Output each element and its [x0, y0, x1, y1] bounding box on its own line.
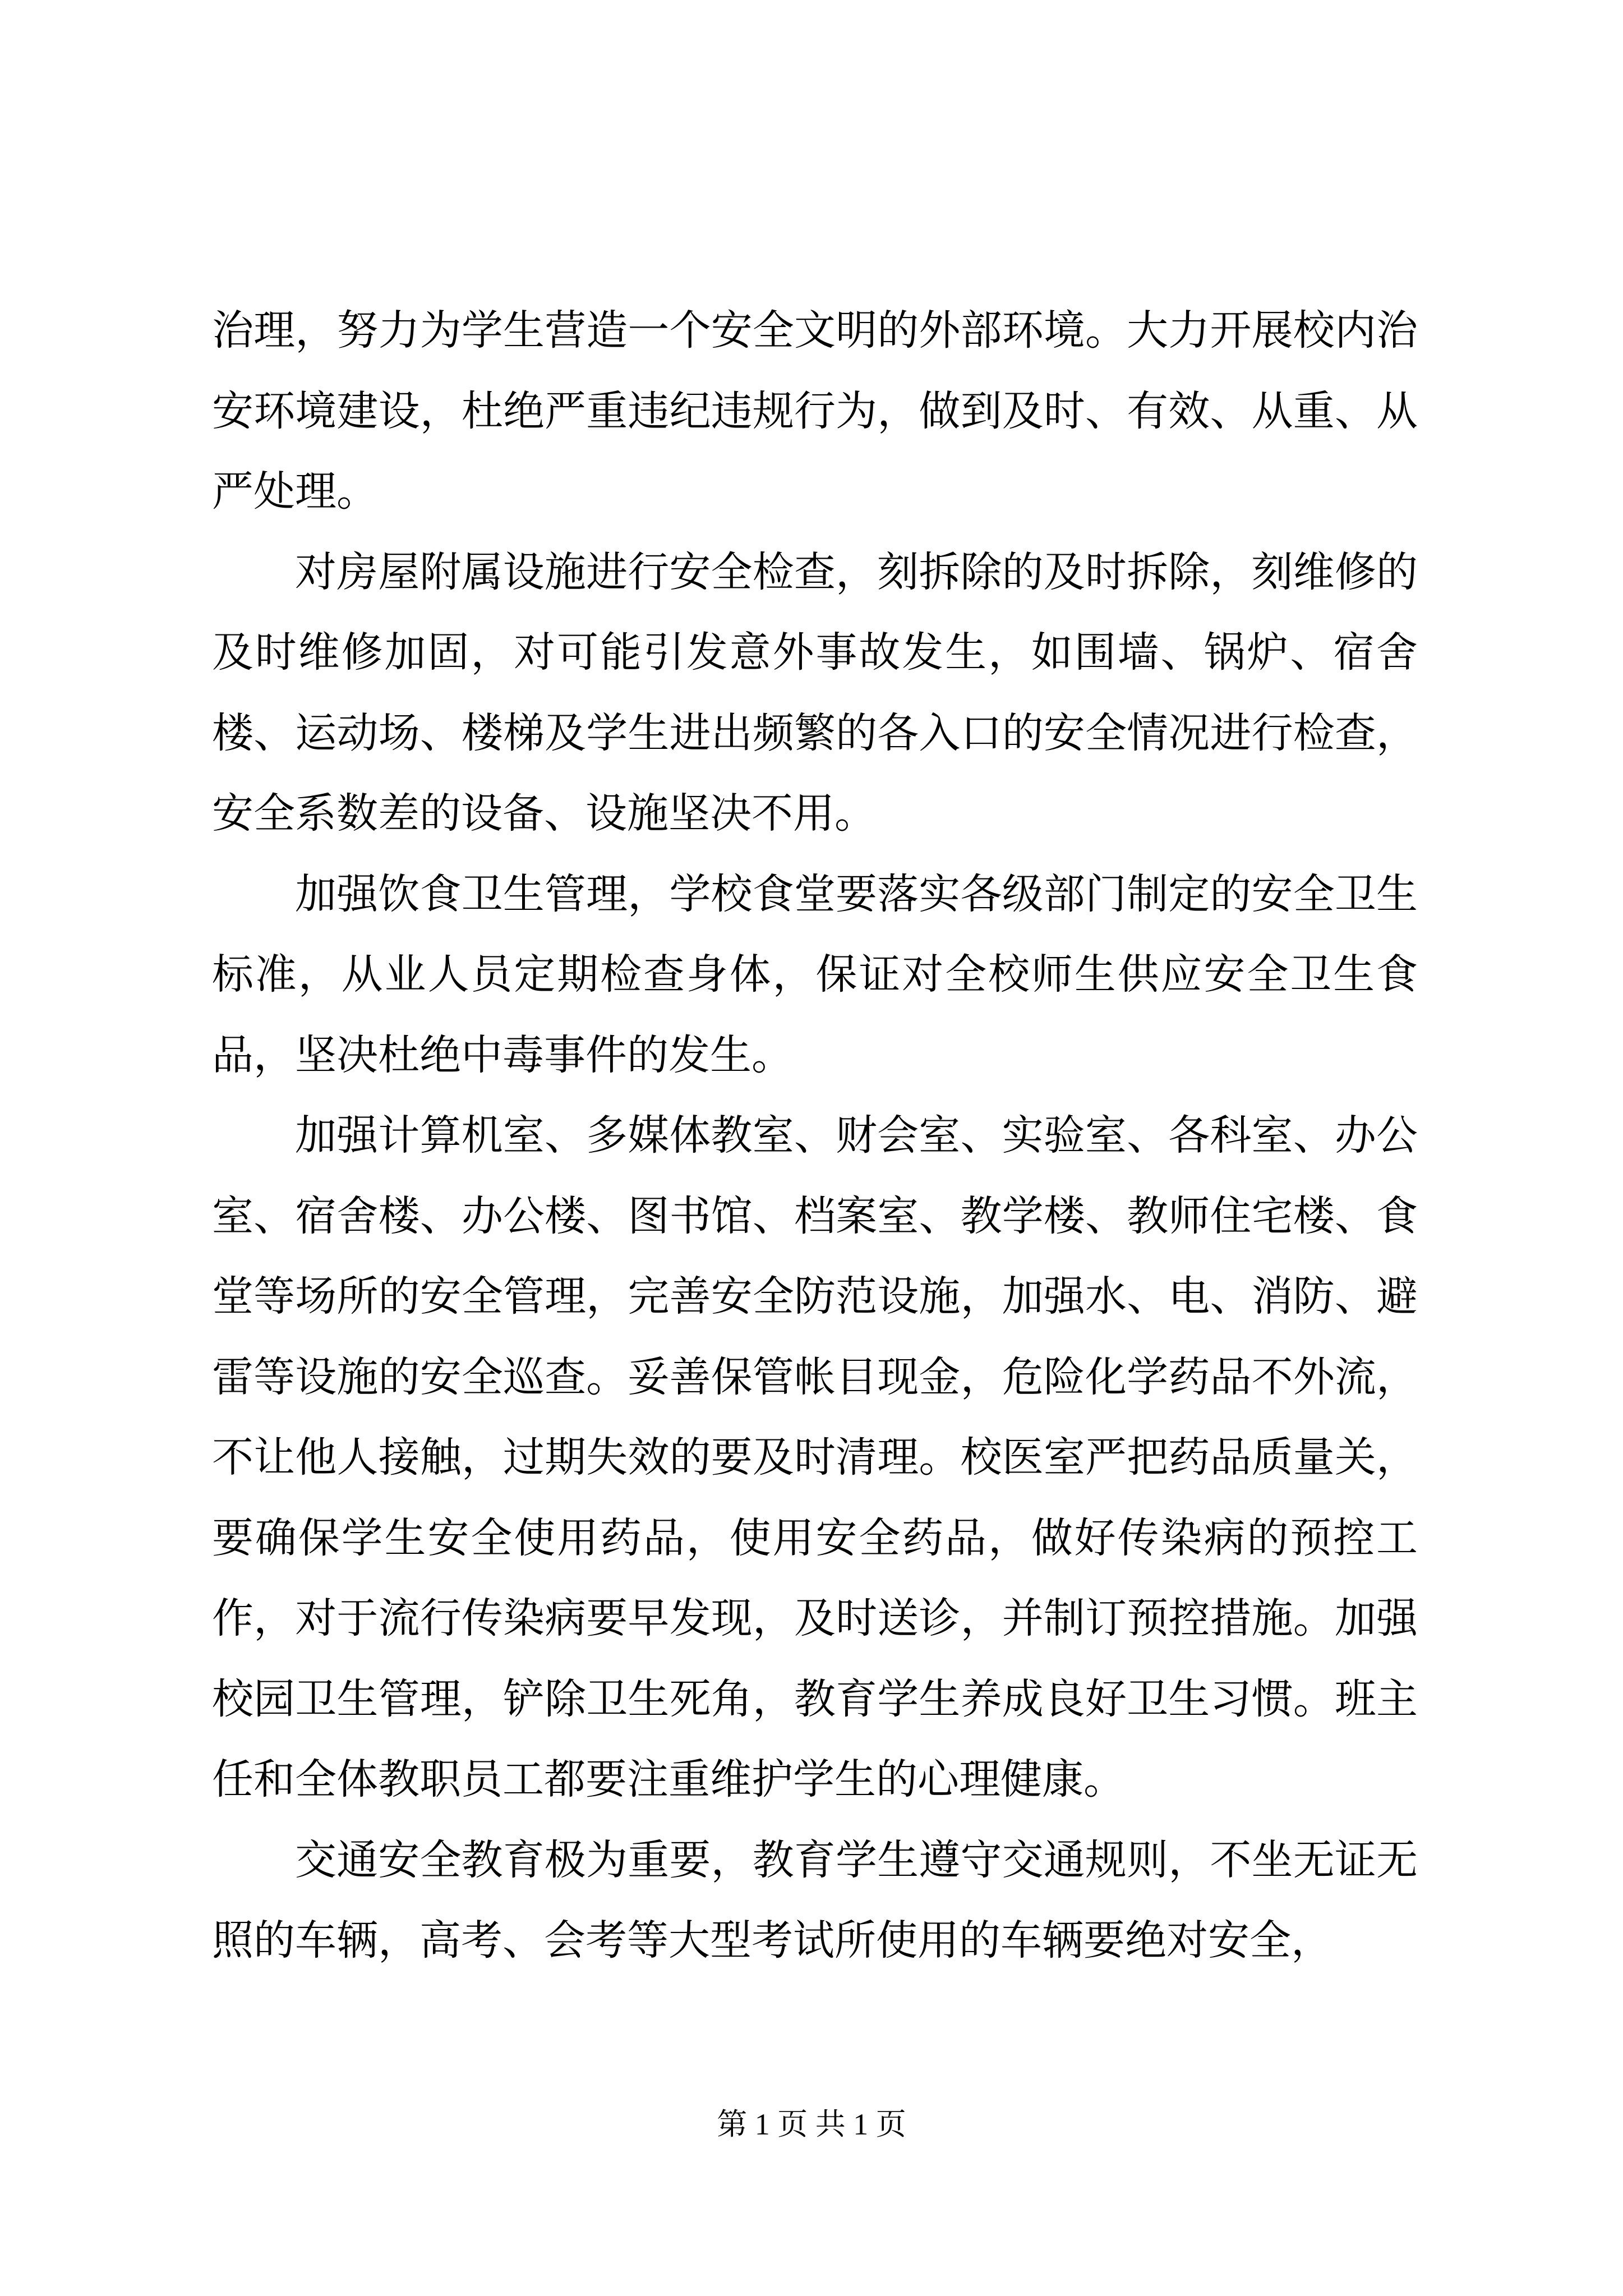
- paragraph-2: 对房屋附属设施进行安全检查，刻拆除的及时拆除，刻维修的及时维修加固，对可能引发意外事故发生，如围墙、锅炉、宿舍楼、运动场、楼梯及学生进出频繁的各入口的安全情况进行检查，安全系数差的设备、设施坚决不用。: [212, 547, 1418, 838]
- paragraph-3: 加强饮食卫生管理，学校食堂要落实各级部门制定的安全卫生标准，从业人员定期检查身体，保证对全校师生供应安全卫生食品，坚决杜绝中毒事件的发生。: [212, 869, 1418, 1079]
- document-body: [212, 291, 1418, 1981]
- paragraph-4: 加强计算机室、多媒体教室、财会室、实验室、各科室、办公室、宿舍楼、办公楼、图书馆、档案室、教学楼、教师住宅楼、食堂等场所的安全管理，完善安全防范设施，加强水、电、消防、避雷等设施的安全巡查。妥善保管帐目现金，危险化学药品不外流，不让他人接触，过期失效的要及时清理。校医室严把药品质量关，要确保学生安全使用药品，使用安全药品，做好传染病的预控工作，对于流行传染病要早发现，及时送诊，并制订预控措施。加强校园卫生管理，铲除卫生死角，教育学生养成良好卫生习惯。班主任和全体教职员工都要注重维护学生的心理健康。: [212, 1111, 1418, 1803]
- paragraph-5: 交通安全教育极为重要，教育学生遵守交通规则，不坐无证无照的车辆，高考、会考等大型考试所使用的车辆要绝对安全，: [212, 1835, 1418, 1964]
- paragraph-1: 治理，努力为学生营造一个安全文明的外部环境。大力开展校内治安环境建设，杜绝严重违纪违规行为，做到及时、有效、从重、从严处理。: [212, 306, 1418, 516]
- page-footer: 第 1 页 共 1 页: [717, 2108, 906, 2141]
